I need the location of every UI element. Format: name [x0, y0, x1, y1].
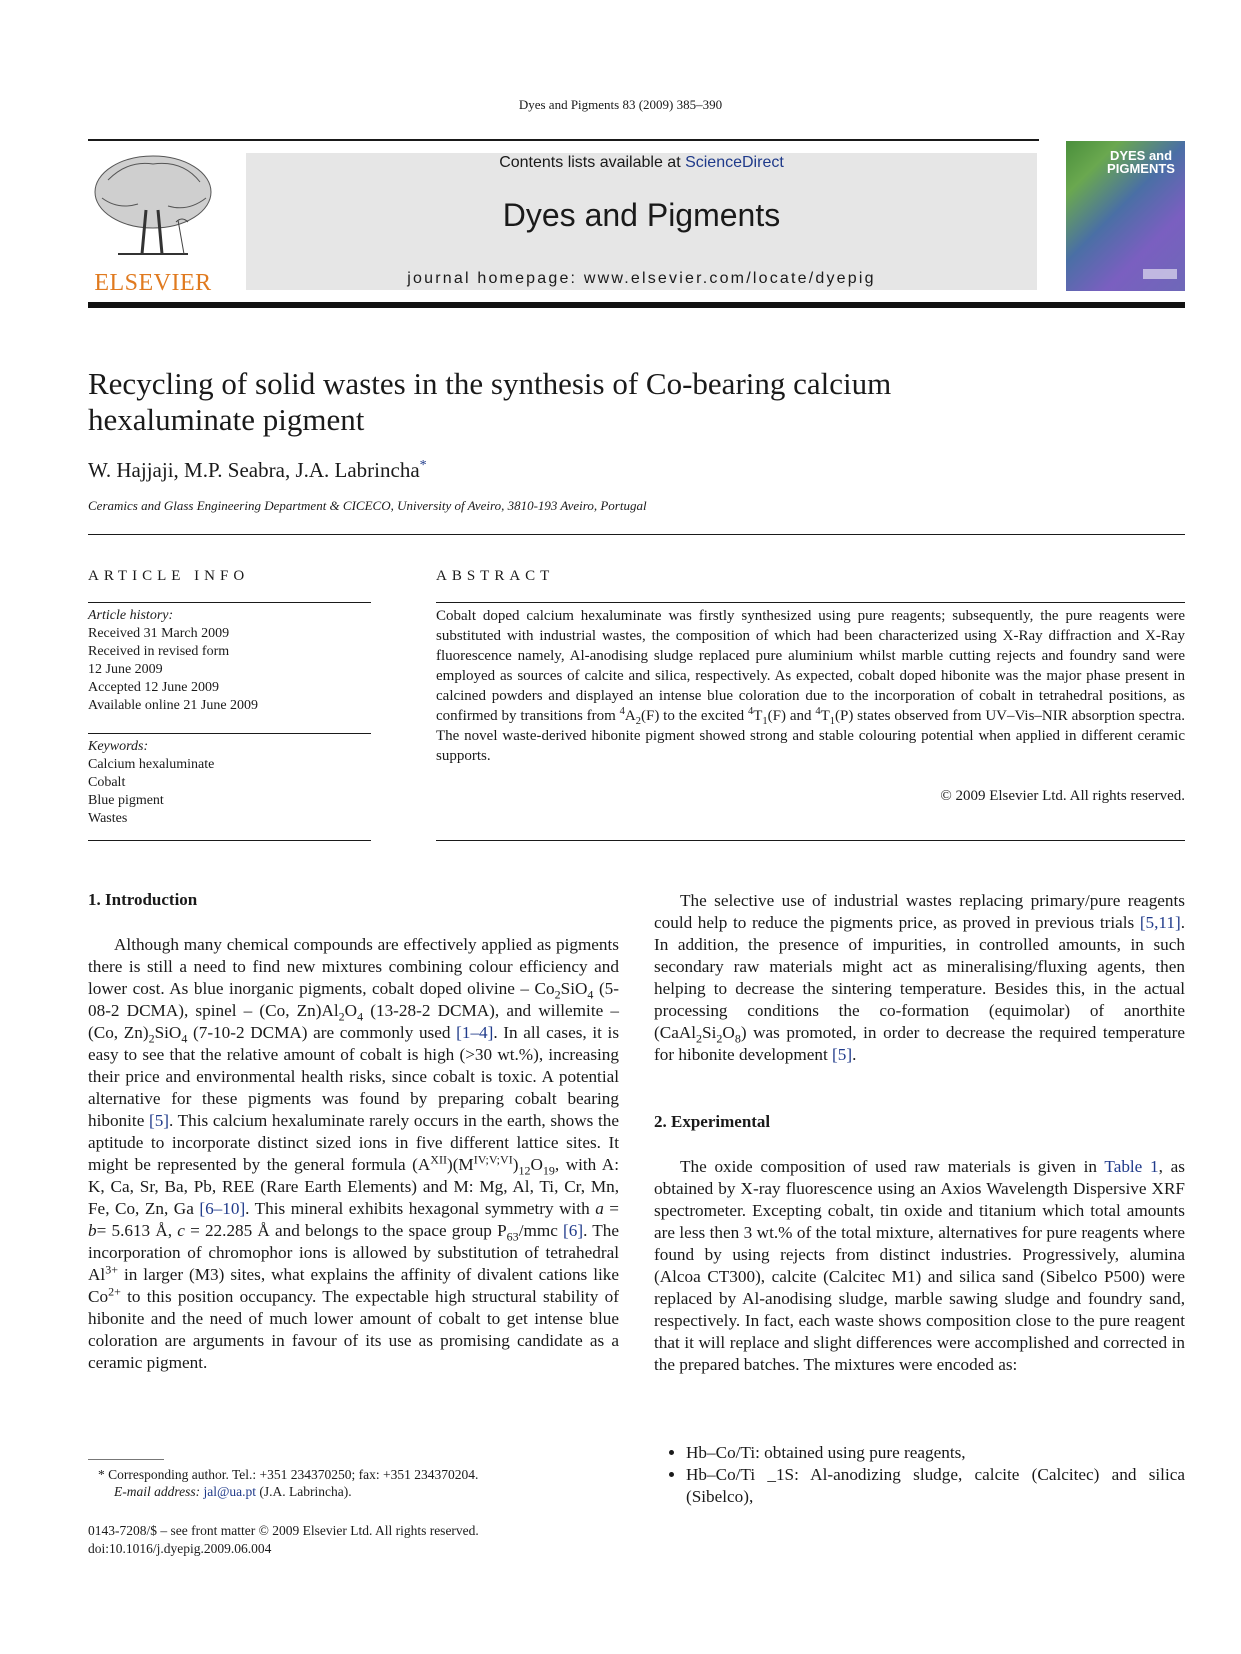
intro-part: , with A: K, Ca, Sr, Ba, Pb, REE (Rare Earth Elements) and M: Mg, Al, Ti, Cr, Mn, Fe, Co, Zn, Ga	[88, 1155, 619, 1218]
cover-title: DYES and PIGMENTS	[1107, 148, 1175, 176]
abstract-part: 4	[748, 706, 754, 717]
history-item: Available online 21 June 2009	[88, 698, 259, 713]
history-item: Accepted 12 June 2009	[88, 680, 220, 695]
intro-paragraph-continued	[654, 890, 1185, 1066]
introduction-paragraph	[88, 934, 619, 1374]
keyword: Wastes	[88, 811, 128, 826]
intro-part: O	[530, 1155, 543, 1174]
intro-part: . In all cases, it is easy to see that the relative amount of cobalt is high (>30 wt.%), increasing their price and environmental health risks, since cobalt is toxic. A potential alternative for these pigments was found by preparing cobalt bearing hibonite	[88, 1023, 620, 1130]
intro-part: c	[177, 1221, 185, 1240]
footnote-text: Corresponding author. Tel.: +351 234370250; fax: +351 234370204.	[104, 1467, 479, 1482]
keywords-label: Keywords:	[88, 739, 149, 754]
top-rule	[88, 139, 1039, 141]
footnote-corresponding	[98, 1466, 618, 1500]
history-label: Article history:	[88, 608, 174, 623]
intro-part: XII	[430, 1152, 447, 1167]
article-info-bottom-rule	[88, 840, 371, 841]
intro-part: 63	[506, 1229, 519, 1244]
reference-link[interactable]: [5]	[148, 1111, 170, 1130]
section-heading-experimental: 2. Experimental	[654, 1112, 771, 1131]
abstract-part: A	[624, 708, 636, 724]
intro-part: O	[344, 1001, 358, 1020]
footnote-rule	[88, 1459, 164, 1460]
right-part: 8	[734, 1031, 741, 1046]
right-part: The oxide composition of used raw materials is given in	[680, 1157, 1105, 1176]
abstract-part: T	[820, 708, 830, 724]
contents-line	[246, 154, 1037, 172]
article-history	[88, 607, 371, 715]
intro-part: . This mineral exhibits hexagonal symmetry with	[245, 1199, 596, 1218]
right-part: . In addition, the presence of impurities, in controlled amounts, in such secondary raw materials might act as mineralising/fluxing agents, then helping to decrease the sintering temperature. Besides this, in the actual processing conditions the co-formation (equimolar) of anorthite (CaAl	[654, 913, 1185, 1042]
abstract-heading: ABSTRACT	[436, 568, 555, 584]
footnote-mark: *	[98, 1467, 105, 1482]
intro-part: 4	[181, 1031, 188, 1046]
history-item: Received 31 March 2009	[88, 626, 230, 641]
intro-part: 2	[554, 987, 561, 1002]
header-thick-rule	[88, 302, 1185, 308]
intro-part: a	[595, 1199, 604, 1218]
right-part: The selective use of industrial wastes replacing primary/pure reagents could help to reduce the pigments price, as proved in previous trials	[654, 891, 1185, 932]
intro-part: 4	[357, 1009, 364, 1024]
tree-icon	[88, 150, 218, 268]
intro-part: SiO	[560, 979, 588, 998]
right-part: 2	[696, 1031, 703, 1046]
keyword: Blue pigment	[88, 793, 164, 808]
abstract-part: Cobalt doped calcium hexaluminate was firstly synthesized using pure reagents; subsequently, the pure reagents were substituted with industrial wastes, the composition of which had been characterized using X-Ray diffraction and X-Ray fluorescence namely, Al-anodising sludge replaced pure aluminium whilst marble cutting rejects and foundry sand were employed as sources of calcite and silica, respectively. As expected, cobalt doped hibonite was the major phase present in calcined powders and displayed an intense blue coloration due to the incorporation of cobalt in tetrahedral positions, as confirmed by transitions from	[436, 608, 1185, 724]
intro-part: 12	[518, 1163, 531, 1178]
mixture-list	[654, 1442, 1185, 1508]
right-part: 2	[716, 1031, 723, 1046]
history-item: 12 June 2009	[88, 662, 163, 677]
intro-part: IV;V;VI	[473, 1152, 513, 1167]
intro-part: )(M	[446, 1155, 474, 1174]
title-rule	[88, 534, 1185, 535]
section-heading-introduction: 1. Introduction	[88, 890, 198, 909]
article-info-heading: ARTICLE INFO	[88, 568, 250, 584]
right-part: ) was promoted, in order to decrease the required temperature for hibonite development	[654, 1023, 1185, 1064]
abstract-copyright: © 2009 Elsevier Ltd. All rights reserved.	[940, 788, 1185, 804]
email-link[interactable]: jal@ua.pt	[203, 1484, 257, 1499]
author-list	[88, 458, 427, 483]
cover-publisher-mark	[1143, 269, 1177, 279]
keyword: Cobalt	[88, 775, 126, 790]
list-item: • Hb–Co/Ti _1S: Al-anodizing sludge, calcite (Calcitec) and silica (Sibelco),	[686, 1464, 1185, 1508]
contents-prefix: Contents lists available at	[499, 154, 686, 171]
intro-part: b	[88, 1221, 97, 1240]
intro-part: (13-28-2 DCMA), and willemite – (Co, Zn)	[88, 1001, 619, 1042]
list-item: • Hb–Co/Ti: obtained using pure reagents,	[686, 1442, 1185, 1464]
intro-part: 19	[542, 1163, 555, 1178]
elsevier-wordmark: ELSEVIER	[94, 270, 212, 296]
front-matter-line: 0143-7208/$ – see front matter © 2009 Elsevier Ltd. All rights reserved.	[88, 1523, 479, 1538]
intro-part: to this position occupancy. The expectable high structural stability of hibonite and the need of much lower amount of cobalt to get intense blue coloration are arguments in favour of its use as promising candidate as a ceramic pigment.	[88, 1287, 619, 1372]
right-part: .	[852, 1045, 857, 1064]
abstract-part: 1	[762, 716, 768, 727]
experimental-paragraph	[654, 1156, 1185, 1376]
abstract-text	[436, 606, 1185, 766]
intro-part: (7-10-2 DCMA) are commonly used	[187, 1023, 457, 1042]
intro-part: 3+	[105, 1262, 118, 1277]
intro-part: . The incorporation of chromophor ions is allowed by substitution of tetrahedral Al	[88, 1221, 619, 1284]
history-item: Received in revised form	[88, 644, 230, 659]
right-part: , as obtained by X-ray fluorescence using an Axios Wavelength Dispersive XRF spectrometer. Excepting cobalt, tin oxide and titanium which total amounts are less then 3 wt.% of the total mixture, alternatives for pure reagents where found by using rejects from distinct industries. Progressively, alumina (Alcoa CT300), calcite (Calcitec M1) and silica sand (Sibelco P500) were replaced by Al-anodising sludge, marble sawing sludge and foundry sand, respectively. In fact, each waste shows composition close to the pure reagent that it will replace and slight differences were accomplished and corrected in the prepared batches. The mixtures were encoded as:	[654, 1157, 1185, 1374]
email-label: E-mail address:	[114, 1484, 204, 1499]
table-link[interactable]: Table 1	[1104, 1157, 1159, 1176]
abstract-part: 4	[815, 706, 821, 717]
affiliation: Ceramics and Glass Engineering Department & CICECO, University of Aveiro, 3810-193 Aveiro, Portugal	[88, 498, 647, 513]
corresponding-author-mark[interactable]: *	[419, 458, 427, 473]
reference-link[interactable]: [6]	[563, 1221, 584, 1240]
intro-part: . This calcium hexaluminate rarely occurs in the earth, shows the aptitude to incorporate distinct sized ions in five different lattice sites. It might be represented by the general formula (A	[88, 1111, 619, 1174]
keywords	[88, 738, 371, 828]
intro-part: 2+	[108, 1284, 121, 1299]
intro-part: SiO	[154, 1023, 182, 1042]
reference-link[interactable]: [1–4]	[456, 1023, 494, 1042]
reference-link[interactable]: [6–10]	[199, 1199, 246, 1218]
abstract-part: (F) to the excited	[641, 708, 748, 724]
abstract-part: (F) and	[767, 708, 816, 724]
right-part: O	[722, 1023, 735, 1042]
abstract-part: 4	[619, 706, 625, 717]
intro-part: Although many chemical compounds are effectively applied as pigments there is still a need to find new mixtures combining colour efficiency and lower cost. As blue inorganic pigments, cobalt doped olivine – Co	[88, 935, 619, 998]
intro-part: )	[512, 1155, 519, 1174]
sciencedirect-link[interactable]: ScienceDirect	[685, 154, 784, 171]
intro-part: in larger (M3) sites, what explains the affinity of divalent cations like Co	[88, 1265, 619, 1306]
journal-cover-image	[1066, 141, 1185, 291]
abstract-part: 1	[829, 716, 836, 727]
authors: W. Hajjaji, M.P. Seabra, J.A. Labrincha	[88, 458, 420, 482]
article-info-rule	[88, 602, 371, 603]
intro-part: =	[603, 1199, 619, 1218]
email-tail: (J.A. Labrincha).	[256, 1484, 352, 1499]
abstract-part: 2	[635, 716, 641, 727]
intro-part: (5-08-2 DCMA), spinel – (Co, Zn)Al	[88, 979, 619, 1020]
reference-link[interactable]: [5,11]	[1139, 913, 1181, 932]
right-part: Si	[702, 1023, 717, 1042]
intro-part: = 5.613 Å,	[96, 1221, 178, 1240]
intro-part: /mmc	[518, 1221, 564, 1240]
journal-title: Dyes and Pigments	[502, 197, 781, 233]
keywords-rule	[88, 733, 371, 734]
journal-homepage-link[interactable]: journal homepage: www.elsevier.com/locate/dyepig	[407, 270, 876, 287]
doi-link[interactable]: doi:10.1016/j.dyepig.2009.06.004	[88, 1541, 272, 1556]
intro-part: 2	[338, 1009, 345, 1024]
reference-link[interactable]: [5]	[832, 1045, 853, 1064]
keyword: Calcium hexaluminate	[88, 757, 215, 772]
abstract-part: T	[753, 708, 763, 724]
article-title: Recycling of solid wastes in the synthesis of Co-bearing calcium hexaluminate pigment	[88, 366, 892, 437]
abstract-bottom-rule	[436, 840, 1185, 841]
intro-part: = 22.285 Å and belongs to the space group P	[184, 1221, 507, 1240]
intro-part: 2	[148, 1031, 155, 1046]
intro-part: 4	[587, 987, 594, 1002]
abstract-rule	[436, 602, 1185, 603]
abstract-part: (P) states observed from UV–Vis–NIR absorption spectra. The novel waste-derived hibonite pigment showed strong and stable colouring potential when applied in different ceramic supports.	[436, 708, 1185, 764]
running-header: Dyes and Pigments 83 (2009) 385–390	[518, 97, 723, 112]
